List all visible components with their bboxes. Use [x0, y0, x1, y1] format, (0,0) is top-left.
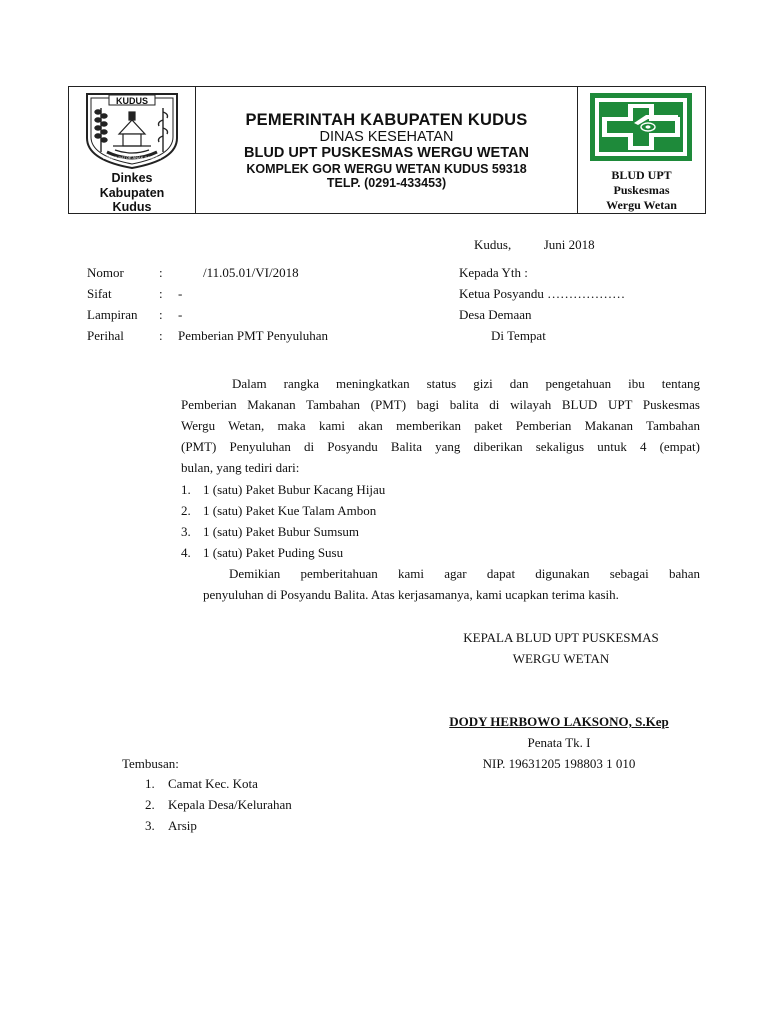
left-caption-line: Kabupaten: [99, 185, 165, 200]
government-name: PEMERINTAH KABUPATEN KUDUS: [245, 111, 528, 129]
recipient-line: Desa Demaan: [459, 307, 532, 322]
unit-name: BLUD UPT PUSKESMAS WERGU WETAN: [244, 145, 529, 161]
signer-name: DODY HERBOWO LAKSONO, S.Kep: [449, 714, 669, 729]
list-item: 1 (satu) Paket Bubur Sumsum: [203, 524, 359, 539]
meta-sep: :: [159, 307, 163, 322]
signer-title: WERGU WETAN: [512, 651, 610, 666]
meta-value-number: /11.05.01/VI/2018: [203, 265, 299, 280]
list-item: 1 (satu) Paket Kue Talam Ambon: [203, 503, 377, 518]
right-caption-line: BLUD UPT: [611, 168, 672, 182]
letterhead-title-block: [196, 87, 577, 213]
letterhead-right-cell: [577, 87, 705, 213]
list-item: Camat Kec. Kota: [168, 776, 258, 791]
place: Kudus,: [474, 237, 512, 252]
list-item-number: 1.: [181, 482, 191, 497]
meta-value-nature: -: [178, 286, 183, 301]
list-item-number: 4.: [181, 545, 191, 560]
left-caption-line: Dinkes: [111, 171, 153, 185]
meta-sep: :: [159, 286, 163, 301]
crest-label: KUDUS: [115, 96, 149, 106]
meta-label: Sifat: [87, 286, 112, 301]
signer-nip: NIP. 19631205 198803 1 010: [482, 756, 636, 771]
meta-sep: :: [159, 328, 163, 343]
meta-label: Nomor: [87, 265, 124, 280]
paragraph-line: penyuluhan di Posyandu Balita. Atas kerjasamanya, kami ucapkan terima kasih.: [203, 587, 619, 602]
letterhead-left-cell: [69, 87, 196, 213]
place-date: [474, 234, 595, 255]
paragraph-line: bulan, yang tediri dari:: [181, 460, 300, 475]
list-item-number: 3.: [181, 524, 191, 539]
paragraph-line: Wergu Wetan, maka kami akan memberikan paket Pemberian Makanan Tambahan: [181, 418, 700, 433]
meta-label: Lampiran: [87, 307, 138, 322]
meta-value-subject: Pemberian PMT Penyuluhan: [178, 328, 328, 343]
kudus-crest-icon: [79, 90, 185, 170]
right-caption-line: Wergu Wetan: [606, 198, 677, 212]
date: Juni 2018: [543, 237, 595, 252]
list-item-number: 1.: [145, 776, 155, 791]
list-item: 1 (satu) Paket Puding Susu: [203, 545, 344, 560]
letterhead: [68, 86, 706, 214]
paragraph-line: Demikian pemberitahuan kami agar dapat digunakan sebagai bahan: [229, 566, 700, 581]
meta-value-attachment: -: [178, 307, 183, 322]
signer-rank: Penata Tk. I: [527, 735, 591, 750]
recipient-line: Kepada Yth :: [459, 265, 528, 280]
paragraph-line: (PMT) Penyuluhan di Posyandu Balita yang diberikan sekaligus untuk 4 (empat): [181, 439, 700, 454]
list-item-number: 2.: [145, 797, 155, 812]
list-item-number: 3.: [145, 818, 155, 833]
copies-label: Tembusan:: [122, 756, 179, 771]
recipient-line: Di Tempat: [491, 328, 546, 343]
right-caption: [578, 168, 705, 213]
right-caption-line: Puskesmas: [613, 183, 670, 197]
address-line: KOMPLEK GOR WERGU WETAN KUDUS 59318: [246, 162, 527, 176]
crest-motto: SOEDJI BATOE ANAK BANGSA: [102, 155, 162, 160]
left-caption: [69, 171, 195, 215]
meta-sep: :: [159, 265, 163, 280]
paragraph-line: Pemberian Makanan Tambahan (PMT) bagi balita di wilayah BLUD UPT Puskesmas: [181, 397, 700, 412]
list-item: Arsip: [168, 818, 197, 833]
list-item-number: 2.: [181, 503, 191, 518]
agency-name: DINAS KESEHATAN: [319, 129, 454, 145]
left-caption-line: Kudus: [112, 200, 152, 214]
recipient-line: Ketua Posyandu ………………: [459, 286, 626, 301]
phone-line: TELP. (0291-433453): [326, 176, 447, 190]
paragraph-line: Dalam rangka meningkatkan status gizi dan pengetahuan ibu tentang: [232, 376, 700, 391]
signer-title: KEPALA BLUD UPT PUSKESMAS: [463, 630, 659, 645]
meta-label: Perihal: [87, 328, 124, 343]
list-item: Kepala Desa/Kelurahan: [168, 797, 292, 812]
list-item: 1 (satu) Paket Bubur Kacang Hijau: [203, 482, 386, 497]
puskesmas-logo-icon: [588, 91, 694, 163]
